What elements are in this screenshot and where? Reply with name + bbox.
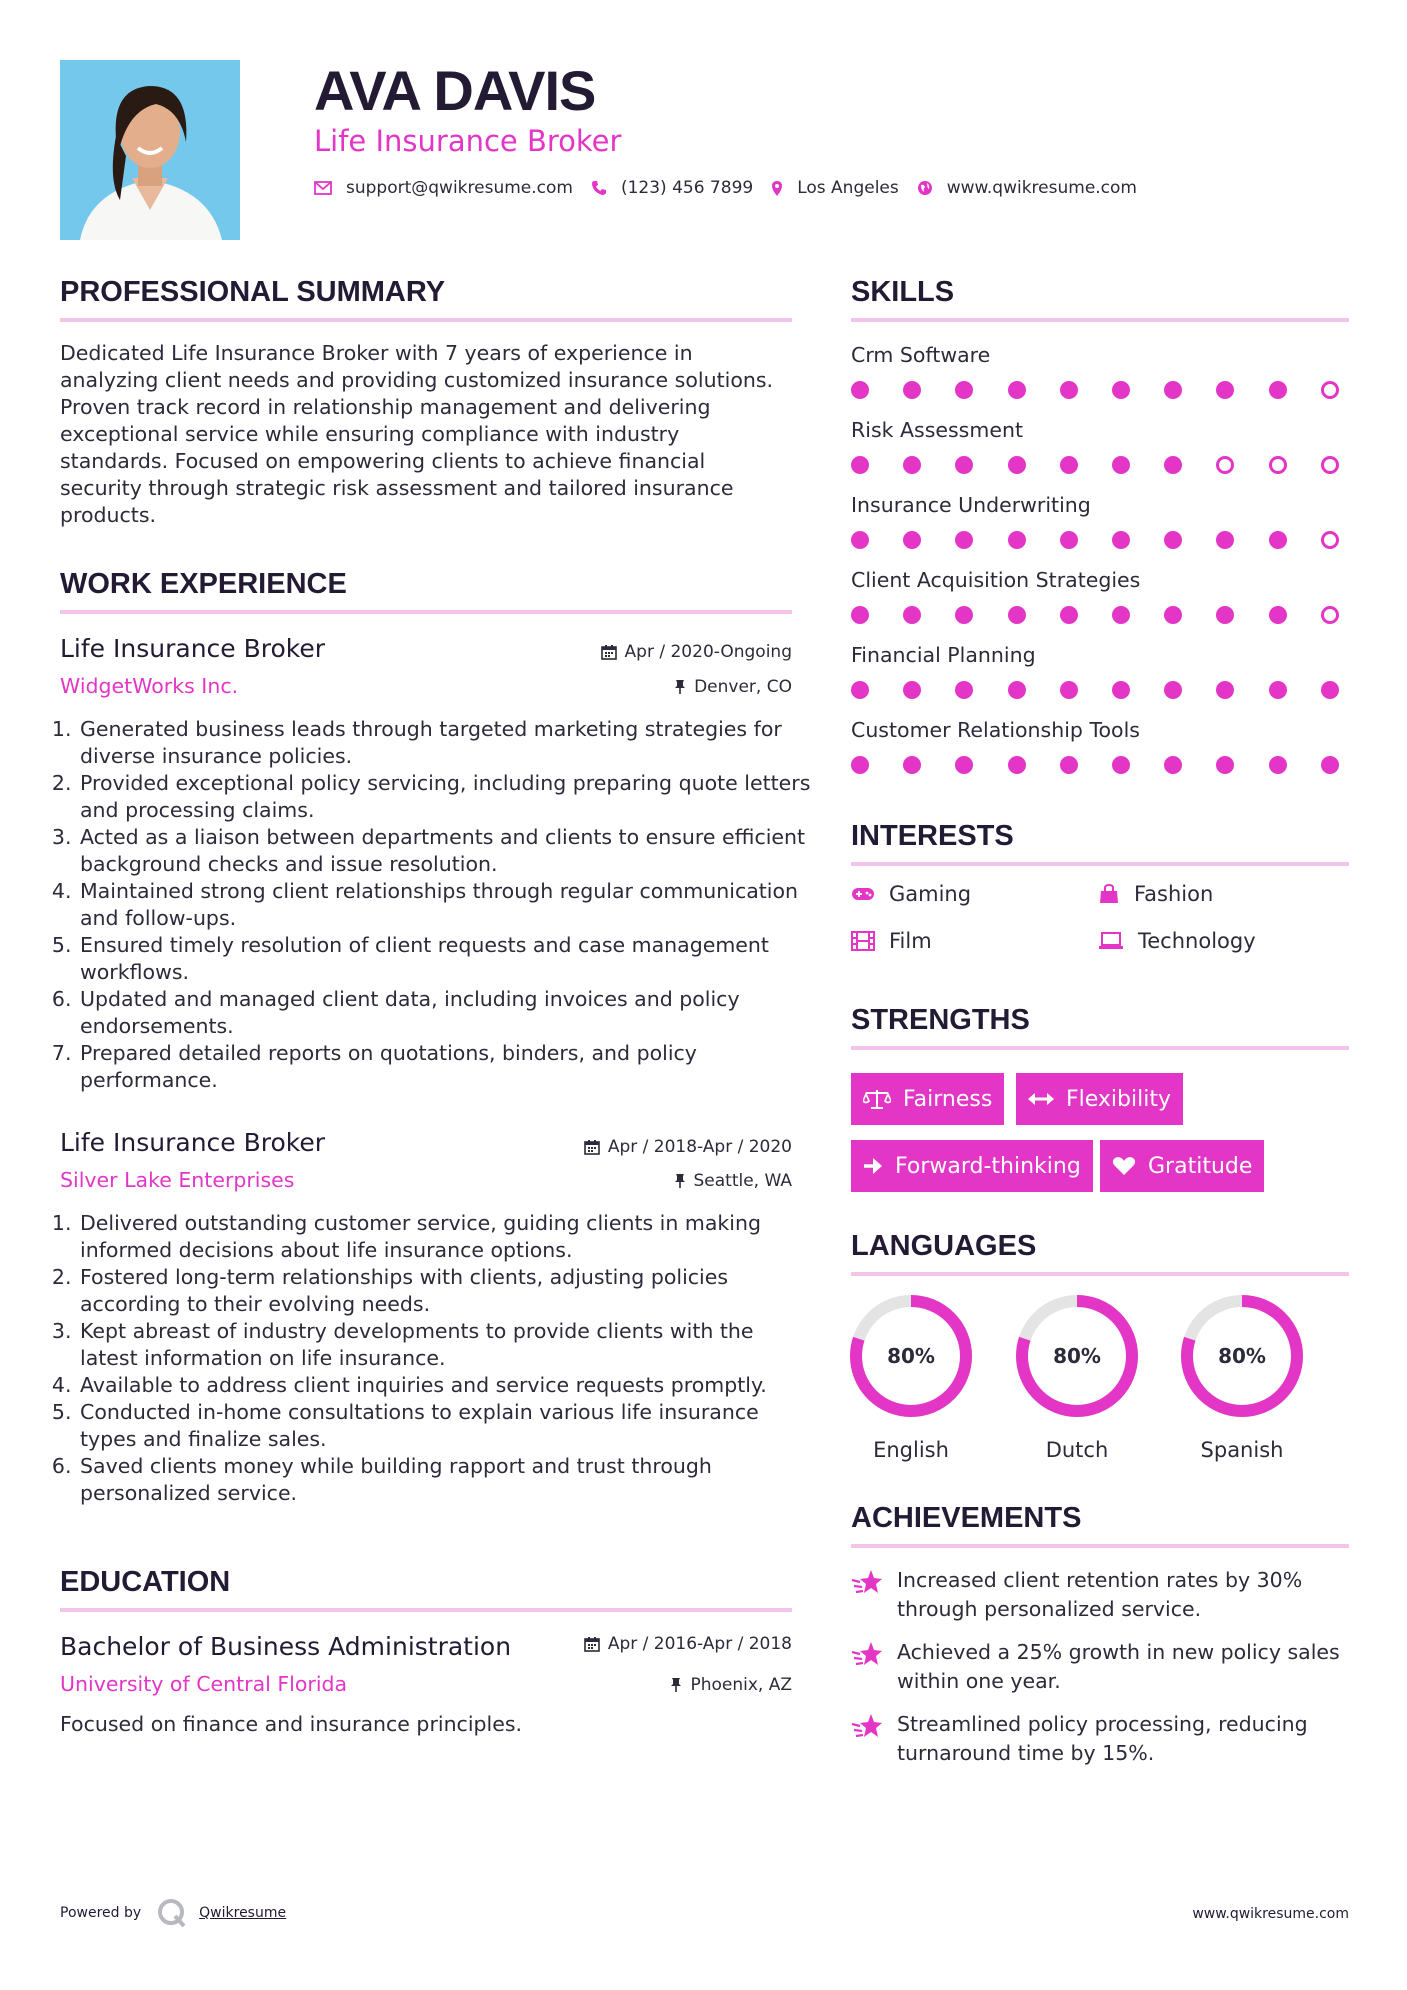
- interest-label: Gaming: [889, 882, 972, 906]
- skill-name: Financial Planning: [851, 643, 1036, 667]
- rating-dot-filled: [851, 756, 869, 774]
- contact-email-text: support@qwikresume.com: [346, 178, 573, 198]
- candidate-title: Life Insurance Broker: [314, 124, 622, 158]
- job-1-date-text: Apr / 2020-Ongoing: [624, 642, 792, 662]
- skill-name: Client Acquisition Strategies: [851, 568, 1141, 592]
- skills-heading: SKILLS: [851, 276, 955, 308]
- contact-email[interactable]: [314, 178, 573, 198]
- laptop-icon: [1098, 932, 1124, 950]
- language-spanish: [1180, 1294, 1304, 1462]
- profile-photo: [60, 60, 240, 240]
- brand-link[interactable]: Qwikresume: [199, 1905, 287, 1921]
- calendar-icon: [601, 644, 617, 660]
- job-2-location-text: Seattle, WA: [693, 1171, 792, 1191]
- rating-dot-filled: [1060, 756, 1078, 774]
- job-2-title: Life Insurance Broker: [60, 1128, 326, 1157]
- rating-dot-filled: [851, 381, 869, 399]
- rating-dot-filled: [903, 456, 921, 474]
- education-school: University of Central Florida: [60, 1672, 348, 1696]
- rating-dot-filled: [1112, 381, 1130, 399]
- strength-tag-gratitude: [1100, 1140, 1264, 1192]
- rating-dot-empty: [1216, 456, 1234, 474]
- rating-dot-filled: [903, 531, 921, 549]
- achievement-item: [851, 1638, 1351, 1696]
- rating-dot-filled: [1164, 456, 1182, 474]
- rating-dot-empty: [1321, 606, 1339, 624]
- rating-dot-filled: [1112, 606, 1130, 624]
- pushpin-icon: [674, 1173, 686, 1189]
- rating-dot-filled: [1112, 456, 1130, 474]
- language-percent: 80%: [887, 1344, 935, 1368]
- skill-rating: [851, 756, 1349, 776]
- language-english: [849, 1294, 973, 1462]
- rating-dot-filled: [1216, 756, 1234, 774]
- candidate-name: AVA DAVIS: [314, 59, 596, 122]
- pushpin-icon: [674, 679, 686, 695]
- skill-rating: [851, 606, 1349, 626]
- strength-tag-fairness: [851, 1073, 1004, 1125]
- job-2-date-text: Apr / 2018-Apr / 2020: [607, 1137, 792, 1157]
- contact-phone-text: (123) 456 7899: [620, 178, 754, 198]
- experience-divider: [60, 610, 792, 614]
- powered-by-text: Powered by: [60, 1905, 142, 1921]
- languages-divider: [851, 1272, 1349, 1276]
- rating-dot-filled: [1060, 531, 1078, 549]
- rating-dot-filled: [1269, 531, 1287, 549]
- list-item: 7. Prepared detailed reports on quotations, binders, and policy performance.: [78, 1040, 813, 1094]
- rating-dot-filled: [955, 756, 973, 774]
- job-1-company: WidgetWorks Inc.: [60, 674, 239, 698]
- list-item: 1. Generated business leads through targeted marketing strategies for diverse insurance policies.: [78, 716, 813, 770]
- strengths-divider: [851, 1046, 1349, 1050]
- strengths-heading: STRENGTHS: [851, 1004, 1030, 1036]
- skill-name: Customer Relationship Tools: [851, 718, 1140, 742]
- shooting-star-icon: [851, 1568, 883, 1596]
- arrow-right-icon: [863, 1157, 883, 1175]
- languages-heading: LANGUAGES: [851, 1230, 1037, 1262]
- list-item: 6. Updated and managed client data, including invoices and policy endorsements.: [78, 986, 813, 1040]
- rating-dot-filled: [1164, 756, 1182, 774]
- rating-dot-filled: [955, 681, 973, 699]
- skill-rating: [851, 531, 1349, 551]
- rating-dot-filled: [955, 531, 973, 549]
- rating-dot-filled: [903, 681, 921, 699]
- interest-label: Technology: [1138, 929, 1256, 953]
- interest-technology: [1098, 929, 1256, 953]
- education-heading: EDUCATION: [60, 1566, 231, 1598]
- list-item: 2. Fostered long-term relationships with clients, adjusting policies according to their evolving needs.: [78, 1264, 813, 1318]
- job-1-date: [601, 642, 792, 662]
- strength-label: Forward-thinking: [895, 1153, 1081, 1179]
- interests-divider: [851, 862, 1349, 866]
- rating-dot-filled: [1112, 531, 1130, 549]
- interests-heading: INTERESTS: [851, 820, 1014, 852]
- achievement-item: [851, 1710, 1351, 1768]
- strength-tag-forward-thinking: [851, 1140, 1093, 1192]
- skill-name: Insurance Underwriting: [851, 493, 1091, 517]
- skills-divider: [851, 318, 1349, 322]
- contact-website-text: www.qwikresume.com: [946, 178, 1137, 198]
- job-1-bullets: [60, 716, 813, 1094]
- shooting-star-icon: [851, 1640, 883, 1668]
- rating-dot-filled: [851, 456, 869, 474]
- rating-dot-filled: [955, 606, 973, 624]
- interest-film: [851, 929, 932, 953]
- rating-dot-filled: [1008, 681, 1026, 699]
- rating-dot-filled: [1060, 681, 1078, 699]
- rating-dot-empty: [1321, 531, 1339, 549]
- rating-dot-filled: [851, 681, 869, 699]
- shopping-bag-icon: [1098, 883, 1120, 905]
- list-item: 4. Available to address client inquiries and service requests promptly.: [78, 1372, 813, 1399]
- skill-rating: [851, 681, 1349, 701]
- map-pin-icon: [771, 180, 783, 197]
- rating-dot-filled: [1321, 681, 1339, 699]
- contact-location-text: Los Angeles: [797, 178, 899, 198]
- language-percent: 80%: [1218, 1344, 1266, 1368]
- experience-heading: WORK EXPERIENCE: [60, 568, 347, 600]
- strength-label: Flexibility: [1066, 1086, 1171, 1112]
- achievement-text: Achieved a 25% growth in new policy sales within one year.: [897, 1640, 1340, 1693]
- contact-website[interactable]: [917, 178, 1137, 198]
- calendar-icon: [584, 1636, 600, 1652]
- rating-dot-filled: [903, 756, 921, 774]
- heart-icon: [1112, 1156, 1136, 1176]
- globe-icon: [917, 180, 933, 196]
- interest-label: Fashion: [1134, 882, 1214, 906]
- strength-tag-flexibility: [1016, 1073, 1183, 1125]
- film-icon: [851, 931, 875, 951]
- qwikresume-logo-icon: [155, 1896, 189, 1930]
- arrows-horizontal-icon: [1028, 1092, 1054, 1106]
- contact-bar: [314, 178, 1155, 198]
- job-1-location-text: Denver, CO: [694, 677, 792, 697]
- rating-dot-filled: [955, 456, 973, 474]
- rating-dot-filled: [903, 606, 921, 624]
- rating-dot-filled: [1008, 531, 1026, 549]
- rating-dot-filled: [1164, 681, 1182, 699]
- rating-dot-filled: [1112, 681, 1130, 699]
- list-item: 3. Kept abreast of industry developments to provide clients with the latest information on life insurance.: [78, 1318, 813, 1372]
- rating-dot-filled: [1269, 606, 1287, 624]
- contact-location: [771, 178, 899, 198]
- rating-dot-filled: [1112, 756, 1130, 774]
- phone-icon: [591, 180, 607, 196]
- achievements-divider: [851, 1544, 1349, 1548]
- rating-dot-filled: [1216, 531, 1234, 549]
- rating-dot-filled: [1060, 456, 1078, 474]
- balance-scale-icon: [863, 1088, 891, 1110]
- education-date-text: Apr / 2016-Apr / 2018: [607, 1634, 792, 1654]
- rating-dot-filled: [1216, 606, 1234, 624]
- achievements-heading: ACHIEVEMENTS: [851, 1502, 1082, 1534]
- education-degree: Bachelor of Business Administration: [60, 1632, 512, 1661]
- language-name: Dutch: [1045, 1438, 1109, 1462]
- rating-dot-filled: [1269, 681, 1287, 699]
- rating-dot-filled: [1216, 681, 1234, 699]
- achievement-text: Increased client retention rates by 30% through personalized service.: [897, 1568, 1303, 1621]
- calendar-icon: [584, 1139, 600, 1155]
- envelope-icon: [314, 181, 332, 195]
- education-divider: [60, 1608, 792, 1612]
- footer-website[interactable]: www.qwikresume.com: [1192, 1906, 1349, 1922]
- job-2-company: Silver Lake Enterprises: [60, 1168, 295, 1192]
- education-date: [584, 1634, 792, 1654]
- rating-dot-filled: [1008, 381, 1026, 399]
- job-2-location: [674, 1171, 793, 1191]
- interest-label: Film: [889, 929, 932, 953]
- rating-dot-filled: [1164, 381, 1182, 399]
- shooting-star-icon: [851, 1712, 883, 1740]
- education-location-text: Phoenix, AZ: [690, 1675, 792, 1695]
- skill-rating: [851, 381, 1349, 401]
- rating-dot-empty: [1321, 456, 1339, 474]
- rating-dot-filled: [1164, 606, 1182, 624]
- pushpin-icon: [670, 1677, 682, 1693]
- rating-dot-filled: [1269, 381, 1287, 399]
- skill-rating: [851, 456, 1349, 476]
- summary-text: Dedicated Life Insurance Broker with 7 years of experience in analyzing client needs and providing customized insurance solutions. Proven track record in relationship management and delivering exceptional service while ensuring compliance with industry standards. Focused on empowering clients to achieve financial security through strategic risk assessment and tailored insurance products.: [60, 341, 774, 527]
- skill-name: Crm Software: [851, 343, 991, 367]
- footer-powered-by: [60, 1896, 286, 1930]
- rating-dot-filled: [1060, 606, 1078, 624]
- language-percent: 80%: [1053, 1344, 1101, 1368]
- rating-dot-filled: [1060, 381, 1078, 399]
- job-2-bullets: [60, 1210, 813, 1507]
- summary-heading: PROFESSIONAL SUMMARY: [60, 276, 446, 308]
- list-item: 1. Delivered outstanding customer service, guiding clients in making informed decisions about life insurance options.: [78, 1210, 813, 1264]
- rating-dot-filled: [1008, 456, 1026, 474]
- rating-dot-filled: [903, 381, 921, 399]
- language-name: Spanish: [1200, 1438, 1284, 1462]
- rating-dot-filled: [1008, 606, 1026, 624]
- language-dutch: [1015, 1294, 1139, 1462]
- rating-dot-filled: [1216, 381, 1234, 399]
- rating-dot-filled: [1164, 531, 1182, 549]
- rating-dot-empty: [1269, 456, 1287, 474]
- achievement-item: [851, 1566, 1351, 1624]
- contact-phone[interactable]: [591, 178, 753, 198]
- list-item: 2. Provided exceptional policy servicing, including preparing quote letters and processing claims.: [78, 770, 813, 824]
- language-name: English: [873, 1438, 949, 1462]
- rating-dot-filled: [851, 606, 869, 624]
- job-1-title: Life Insurance Broker: [60, 634, 326, 663]
- rating-dot-filled: [1321, 756, 1339, 774]
- strength-label: Gratitude: [1148, 1153, 1253, 1179]
- interest-gaming: [851, 882, 971, 906]
- list-item: 6. Saved clients money while building rapport and trust through personalized service.: [78, 1453, 813, 1507]
- achievement-text: Streamlined policy processing, reducing turnaround time by 15%.: [897, 1712, 1308, 1765]
- strength-label: Fairness: [903, 1086, 993, 1112]
- list-item: 4. Maintained strong client relationships through regular communication and follow-ups.: [78, 878, 813, 932]
- interest-fashion: [1098, 882, 1213, 906]
- rating-dot-filled: [1269, 756, 1287, 774]
- rating-dot-filled: [1008, 756, 1026, 774]
- education-location: [670, 1675, 792, 1695]
- list-item: 5. Conducted in-home consultations to explain various life insurance types and finalize sales.: [78, 1399, 813, 1453]
- profile-photo-illustration: [60, 60, 240, 240]
- summary-divider: [60, 318, 792, 322]
- list-item: 5. Ensured timely resolution of client requests and case management workflows.: [78, 932, 813, 986]
- skill-name: Risk Assessment: [851, 418, 1023, 442]
- gamepad-icon: [851, 886, 875, 902]
- rating-dot-filled: [955, 381, 973, 399]
- education-description: Focused on finance and insurance principles.: [60, 1712, 523, 1736]
- job-1-location: [674, 677, 792, 697]
- rating-dot-filled: [851, 531, 869, 549]
- job-2-date: [584, 1137, 792, 1157]
- rating-dot-empty: [1321, 381, 1339, 399]
- list-item: 3. Acted as a liaison between departments and clients to ensure efficient background checks and issue resolution.: [78, 824, 813, 878]
